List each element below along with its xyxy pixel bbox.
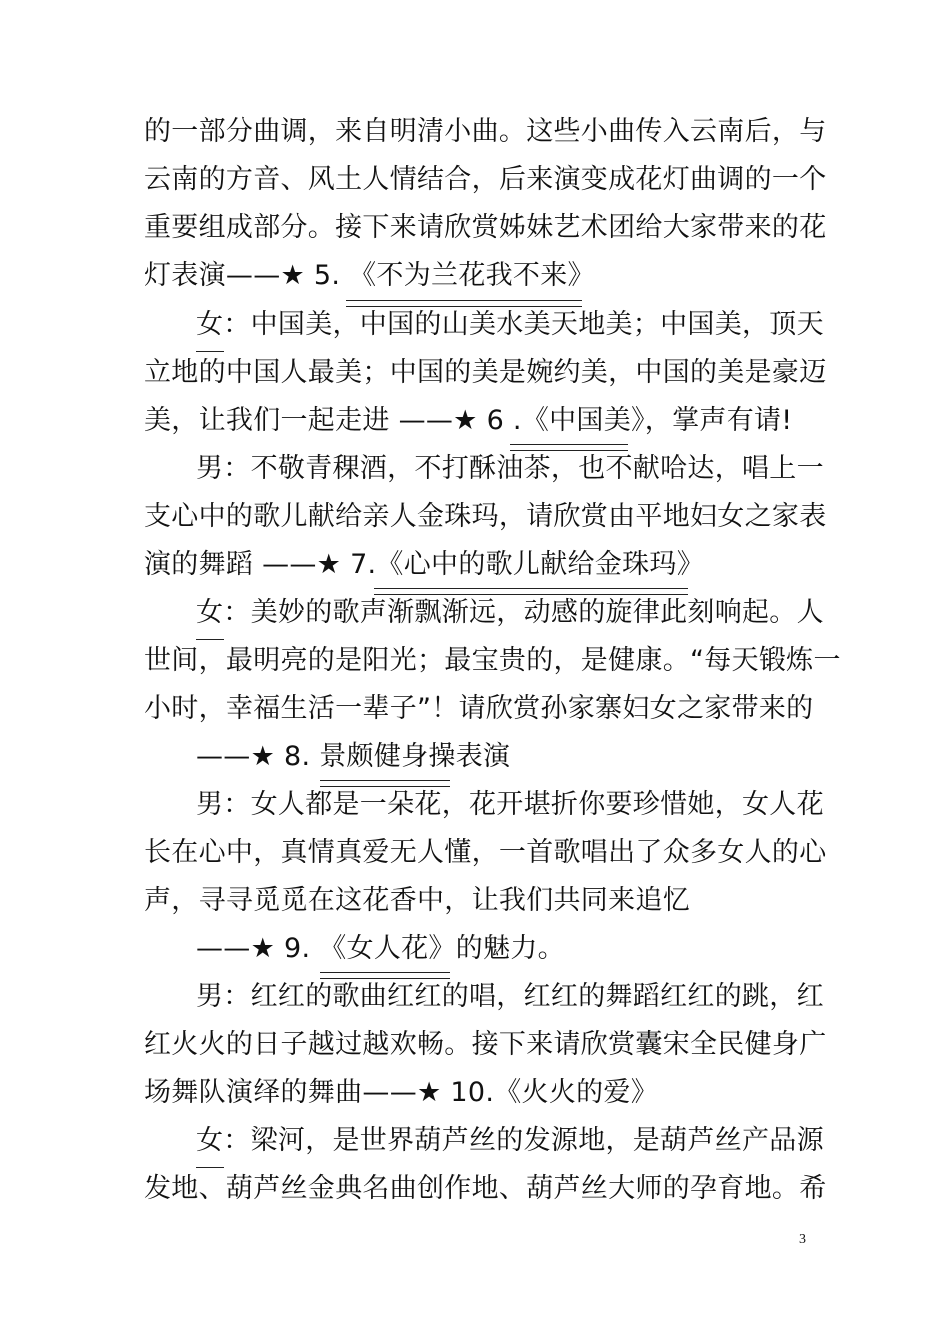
text-line: 的一部分曲调，来自明清小曲。这些小曲传入云南后，与 — [144, 116, 827, 147]
text-line: 女：梁河，是世界葫芦丝的发源地，是葫芦丝产品源 — [196, 1125, 824, 1156]
text-line: 云南的方音、风土人情结合，后来演变成花灯曲调的一个 — [144, 164, 827, 195]
double-rule — [320, 972, 450, 979]
text-line: 女：美妙的歌声渐飘渐远，动感的旋律此刻响起。人 — [196, 597, 824, 628]
short-rule — [196, 639, 224, 640]
text-line: 世间，最明亮的是阳光；最宝贵的，是健康。“每天锻炼一 — [144, 645, 841, 676]
text-line: 立地的中国人最美；中国的美是婉约美，中国的美是豪迈 — [144, 357, 827, 388]
program-item-10: 场舞队演绎的舞曲——★ 10.《火火的爱》 — [144, 1077, 659, 1108]
program-item-8: ——★ 8. 景颇健身操表演 — [196, 741, 511, 772]
program-item-9: ——★ 9. 《女人花》的魅力。 — [196, 933, 565, 964]
text-line: 男：不敬青稞酒，不打酥油茶，也不献哈达，唱上一 — [196, 453, 824, 484]
program-item-5: 灯表演——★ 5. 《不为兰花我不来》 — [144, 260, 595, 291]
text-line: 小时，幸福生活一辈子”！请欣赏孙家寨妇女之家带来的 — [144, 693, 814, 724]
program-item-7: 演的舞蹈 ——★ 7.《心中的歌儿献给金珠玛》 — [144, 549, 705, 580]
text-line: 女：中国美，中国的山美水美天地美；中国美，顶天 — [196, 309, 824, 340]
text-line: 长在心中，真情真爱无人懂，一首歌唱出了众多女人的心 — [144, 837, 827, 868]
program-item-6: 美，让我们一起走进 ——★ 6 .《中国美》，掌声有请! — [144, 405, 793, 436]
text-line: 男：女人都是一朵花，花开堪折你要珍惜她，女人花 — [196, 789, 824, 820]
double-rule — [346, 300, 582, 307]
text-line: 发地、葫芦丝金典名曲创作地、葫芦丝大师的孕育地。希 — [144, 1173, 827, 1204]
text-line: 支心中的歌儿献给亲人金珠玛，请欣赏由平地妇女之家表 — [144, 501, 827, 532]
short-rule — [196, 351, 224, 352]
double-rule — [374, 588, 688, 595]
double-rule — [510, 444, 628, 451]
page-number: 3 — [799, 1232, 806, 1247]
short-rule — [196, 1167, 224, 1168]
double-rule — [320, 780, 450, 787]
text-line: 红火火的日子越过越欢畅。接下来请欣赏囊宋全民健身广 — [144, 1029, 827, 1060]
text-line: 重要组成部分。接下来请欣赏姊妹艺术团给大家带来的花 — [144, 212, 827, 243]
text-line: 声，寻寻觅觅在这花香中，让我们共同来追忆 — [144, 885, 690, 916]
text-line: 男：红红的歌曲红红的唱，红红的舞蹈红红的跳，红 — [196, 981, 824, 1012]
